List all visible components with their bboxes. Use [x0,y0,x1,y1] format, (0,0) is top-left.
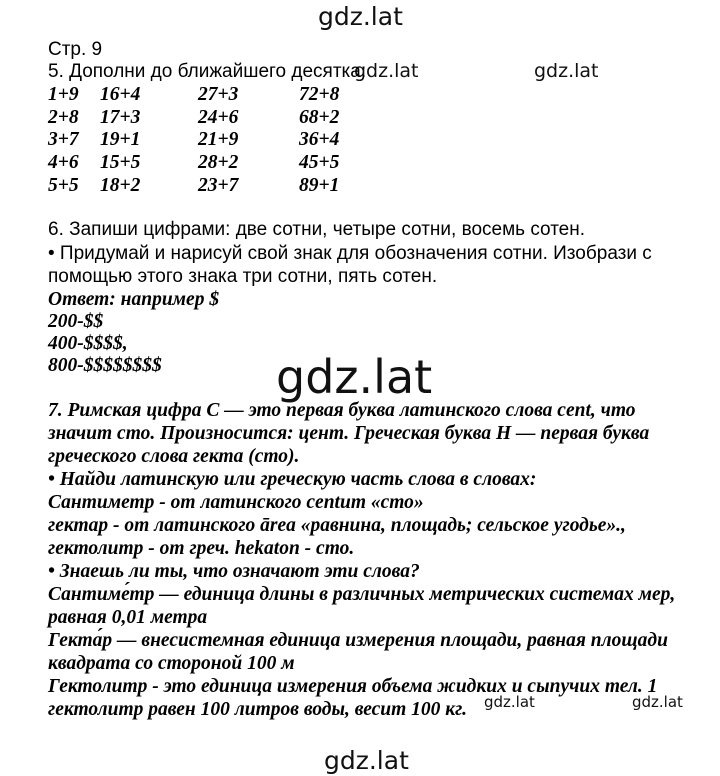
watermark-large: gdz.lat [276,350,433,404]
task7-line: • Знаешь ли ты, что означают эти слова? [48,561,420,582]
task7-line: • Найди латинскую или греческую часть слова в словах: [48,469,537,490]
task7-line: гектолитр - от греч. hekaton - сто. [48,538,355,559]
task7-line: Сантиме́тр — единица длины в различных метрических системах мер, [48,584,676,605]
watermark-inline-1: gdz.lat [354,60,419,82]
task6-prompt: 6. Запиши цифрами: две сотни, четыре сотни, восемь сотен. [48,219,586,240]
task7-line: 7. Римская цифра С — это первая буква латинского слова cent, что [48,400,636,421]
task5-cell: 18+2 [100,174,141,196]
task5-cell: 24+6 [198,106,239,128]
task7-line: значит сто. Произносится: цент. Греческая буква Н — первая буква [48,423,650,444]
task5-title: 5. Дополни до ближайшего десятка: [48,61,367,82]
task5-cell: 89+1 [299,174,340,196]
watermark-small-1: gdz.lat [484,693,535,711]
task5-cell: 1+9 [48,84,79,105]
task7-line: гектар - от латинского ārea «равнина, площадь; сельское угодье»., [48,515,626,536]
page-label: Стр. 9 [48,39,103,60]
task5-cell: 68+2 [299,106,340,128]
task5-cell: 15+5 [100,152,141,174]
task6-answer-line: 400-$$$$, [48,333,128,354]
task7-line: греческого слова гекта (сто). [48,446,300,467]
task5-cell: 19+1 [100,129,141,151]
task5-cell: 27+3 [198,84,239,105]
task7-line: гектолитр равен 100 литров воды, весит 100 кг. [48,699,468,720]
task6-answer-line: 200-$$ [48,311,104,332]
task5-cell: 16+4 [100,84,141,105]
task5-cell: 21+9 [198,129,239,151]
task6-bullet-continued: помощью этого знака три сотни, пять сотен. [48,266,438,287]
task5-cell: 72+8 [299,84,340,105]
watermark-bottom: gdz.lat [324,746,409,775]
task5-cell: 23+7 [198,174,239,196]
task6-answer-heading: Ответ: например $ [48,289,220,310]
watermark-small-2: gdz.lat [632,693,683,711]
task6-answer-line: 800-$$$$$$$$ [48,355,162,376]
task5-cell: 2+8 [48,106,79,128]
task6-bullet: • Придумай и нарисуй свой знак для обозначения сотни. Изобрази с [48,243,652,264]
watermark-top: gdz.lat [318,2,403,31]
task5-cell: 17+3 [100,106,141,128]
watermark-inline-2: gdz.lat [534,60,599,82]
task7-line: Сантиметр - от латинского centum «сто» [48,492,424,513]
task5-cell: 4+6 [48,152,79,174]
task7-line: Гектолитр - это единица измерения объема жидких и сыпучих тел. 1 [48,676,658,697]
task5-cell: 5+5 [48,174,79,196]
task7-line: квадрата со стороной 100 м [48,653,295,674]
task5-cell: 28+2 [198,152,239,174]
task7-line: Гекта́р — внесистемная единица измерения площади, равная площади [48,630,668,651]
task7-line: равная 0,01 метра [48,607,208,628]
task5-cell: 3+7 [48,129,79,151]
task5-cell: 45+5 [299,152,340,174]
task5-cell: 36+4 [299,129,340,151]
